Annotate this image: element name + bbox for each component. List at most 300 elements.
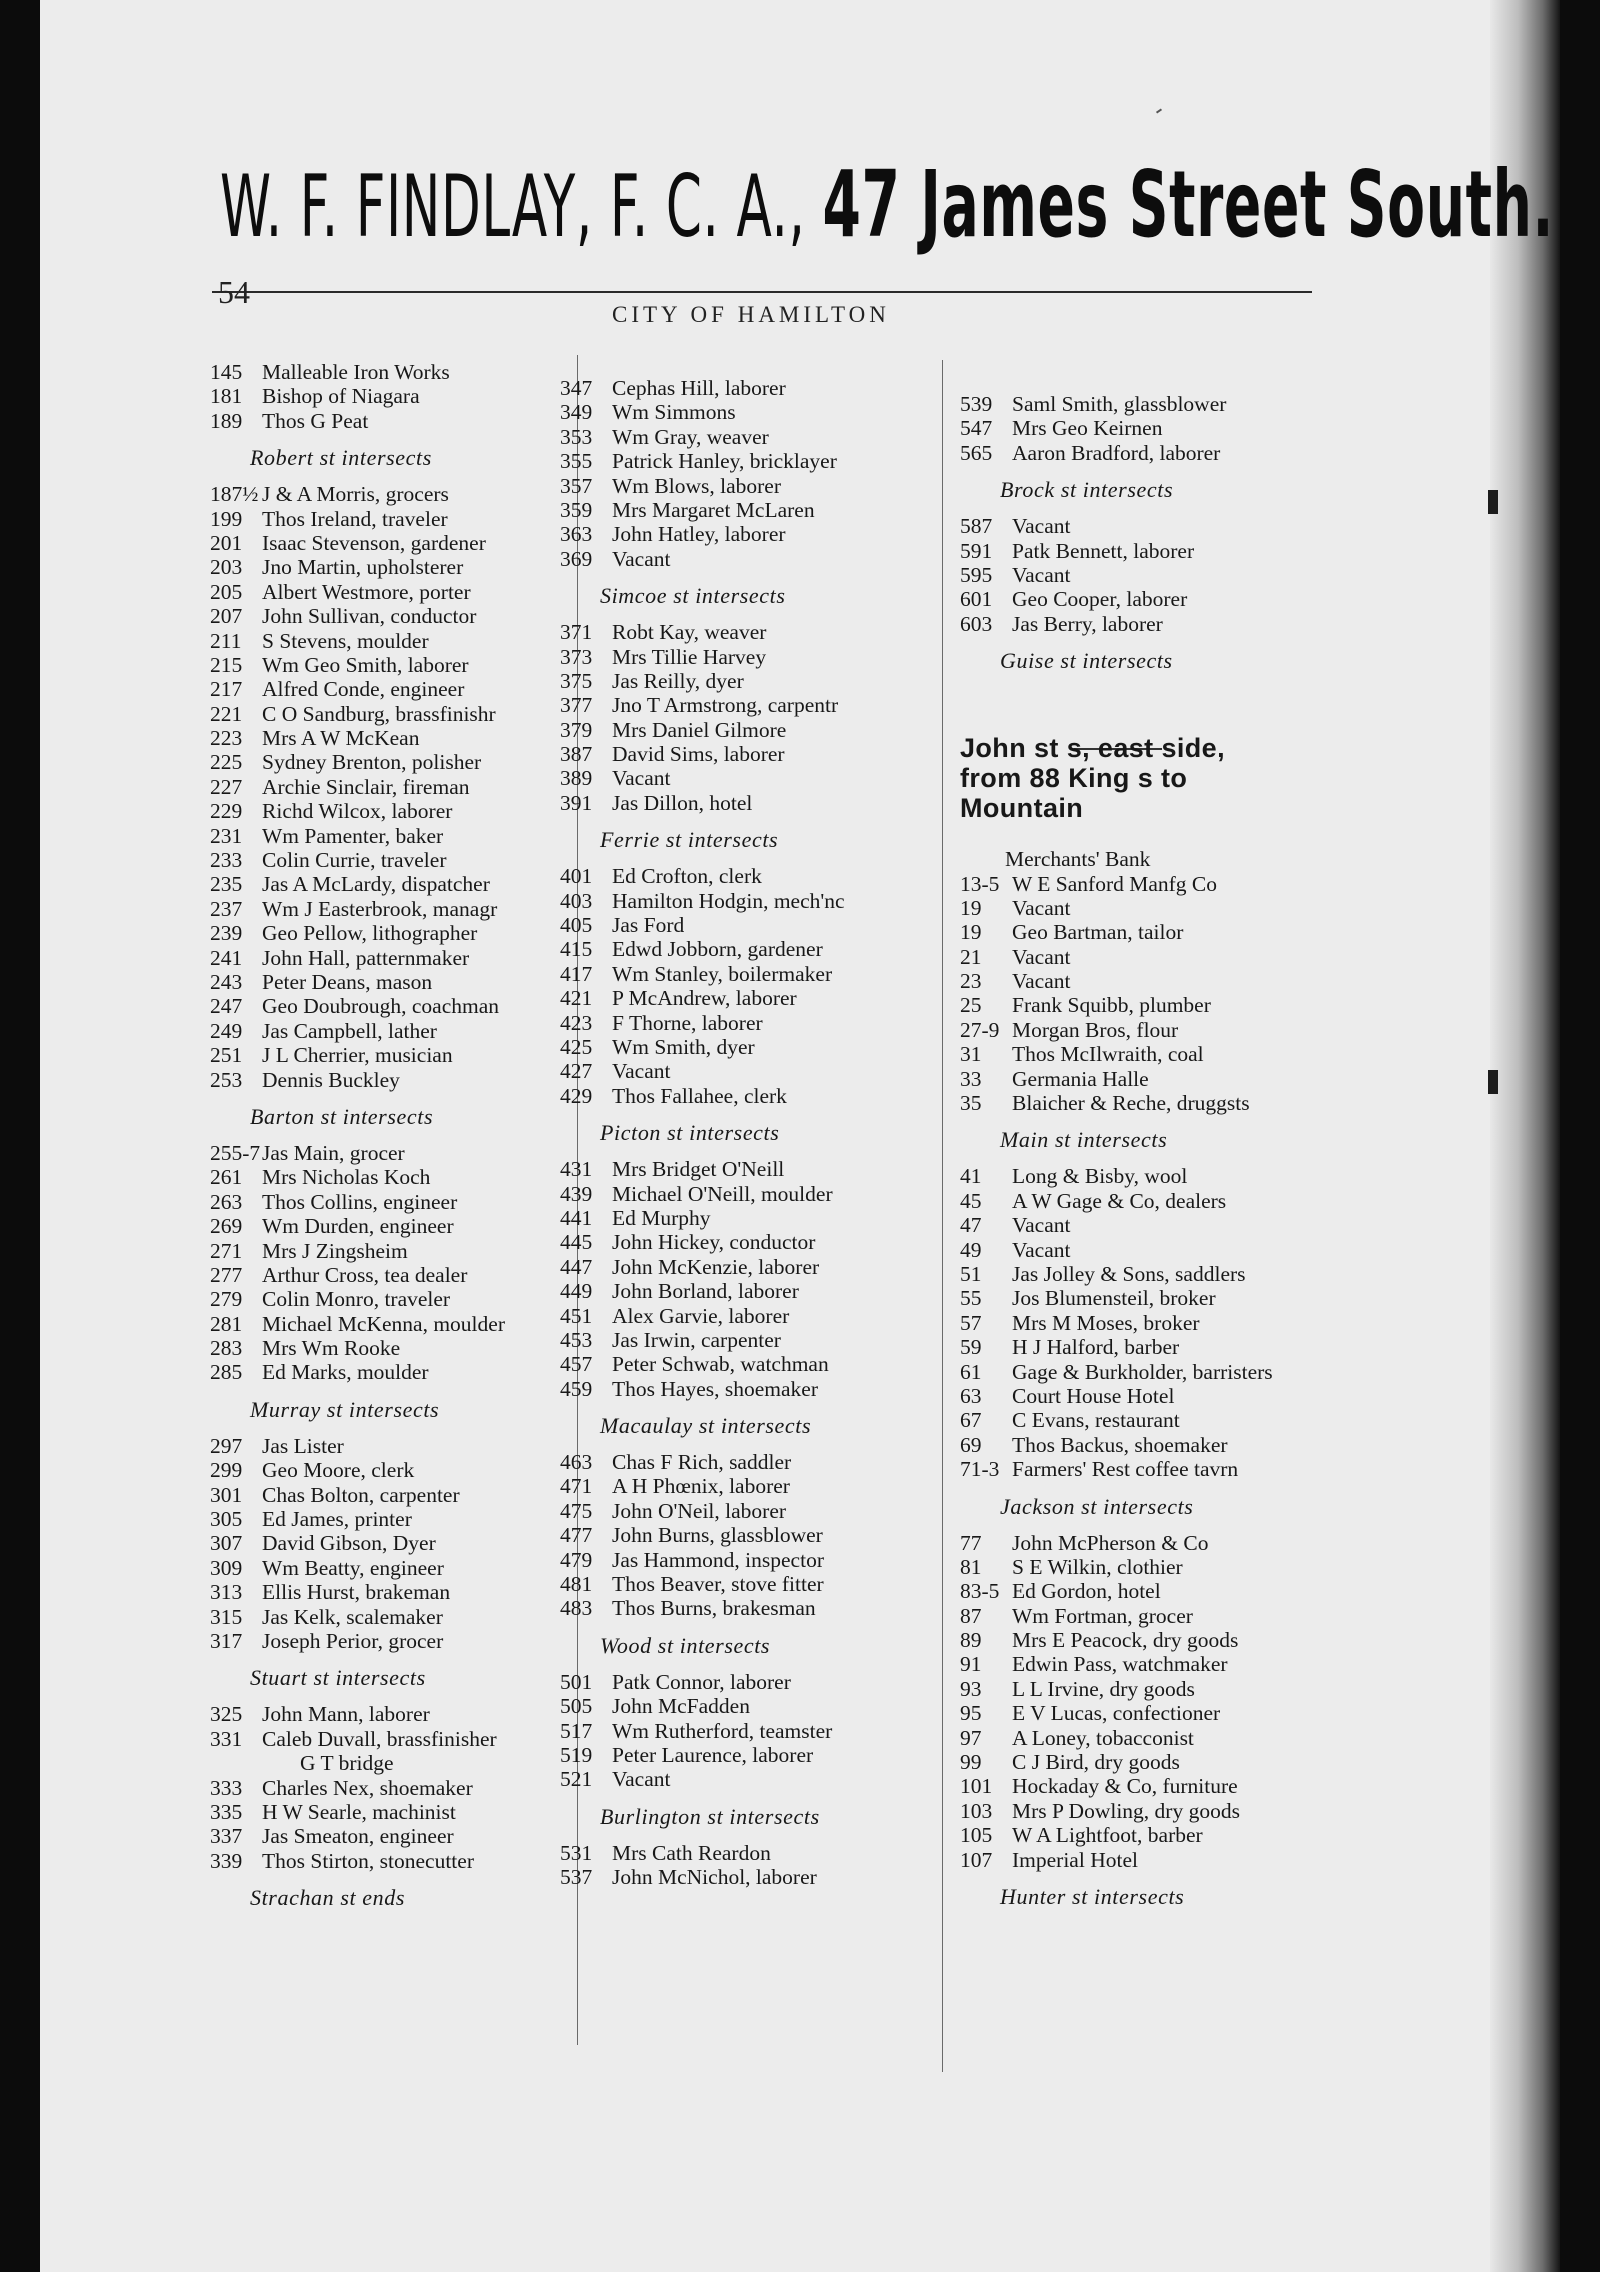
house-number: 19: [960, 920, 982, 945]
house-number: 25: [960, 993, 982, 1018]
house-number: 501: [560, 1669, 593, 1694]
house-number: 83-5: [960, 1579, 1000, 1604]
house-number: 57: [960, 1310, 982, 1335]
resident-name: Wm Geo Smith, laborer: [262, 652, 469, 677]
directory-entry: [960, 1238, 1273, 1262]
house-number: 603: [960, 611, 993, 636]
directory-entry: [560, 376, 845, 400]
resident-name: A H Phœnix, laborer: [612, 1474, 790, 1499]
house-number: 301: [210, 1482, 243, 1507]
resident-name: Vacant: [1012, 1213, 1071, 1238]
resident-name: Geo Pellow, lithographer: [262, 921, 478, 946]
house-number: 105: [960, 1823, 993, 1848]
house-number: 99: [960, 1750, 982, 1775]
directory-entry: [960, 920, 1273, 944]
house-number: 423: [560, 1010, 593, 1035]
resident-name: Peter Schwab, watchman: [612, 1352, 829, 1377]
house-number: 403: [560, 888, 593, 913]
resident-name: Blaicher & Reche, druggsts: [1012, 1091, 1250, 1116]
resident-name: Wm Pamenter, baker: [262, 823, 444, 848]
house-number: 353: [560, 424, 593, 449]
entry-continuation: G T bridge: [300, 1751, 394, 1776]
street-intersection: Barton st intersects: [250, 1103, 434, 1129]
resident-name: John Mann, laborer: [262, 1702, 430, 1727]
house-number: 247: [210, 994, 243, 1019]
street-intersection: Robert st intersects: [250, 445, 432, 471]
resident-name: Jno Martin, upholsterer: [262, 555, 464, 580]
resident-name: Germania Halle: [1012, 1066, 1149, 1091]
house-number: 207: [210, 604, 243, 629]
resident-name: John Hickey, conductor: [612, 1230, 816, 1255]
directory-entry: [960, 563, 1273, 587]
street-intersection: Macaulay st intersects: [600, 1413, 812, 1439]
resident-name: John McFadden: [612, 1694, 750, 1719]
house-number: 41: [960, 1164, 982, 1189]
house-number: 315: [210, 1604, 243, 1629]
directory-entry: [210, 897, 505, 921]
resident-name: Geo Doubrough, coachman: [262, 994, 500, 1019]
directory-entry: [210, 824, 505, 848]
street-intersection: Stuart st intersects: [250, 1665, 426, 1691]
directory-entry: [960, 392, 1273, 416]
resident-name: Thos Backus, shoemaker: [1012, 1432, 1228, 1457]
house-number: 189: [210, 408, 243, 433]
resident-name: Mrs Margaret McLaren: [612, 497, 815, 522]
house-number: 387: [560, 742, 593, 767]
resident-name: Wm Stanley, boilermaker: [612, 961, 833, 986]
directory-entry: [560, 1694, 845, 1718]
directory-entry: [210, 1800, 505, 1824]
directory-entry: [210, 1776, 505, 1800]
directory-entry: [210, 531, 505, 555]
directory-entry: [960, 1774, 1273, 1798]
house-number: 67: [960, 1408, 982, 1433]
directory-entry: [210, 1849, 505, 1873]
directory-entry: [960, 1531, 1273, 1555]
directory-entry: [210, 1312, 505, 1336]
directory-entry: [960, 896, 1273, 920]
house-number: 223: [210, 726, 243, 751]
house-number: 89: [960, 1628, 982, 1653]
house-number: 45: [960, 1188, 982, 1213]
directory-entry: [960, 1726, 1273, 1750]
house-number: 375: [560, 668, 593, 693]
house-number: 59: [960, 1335, 982, 1360]
resident-name: Mrs Wm Rooke: [262, 1336, 401, 1361]
directory-entry: [960, 416, 1273, 440]
house-number: 77: [960, 1530, 982, 1555]
house-number: 103: [960, 1798, 993, 1823]
directory-entry: [210, 1263, 505, 1287]
resident-name: Michael O'Neill, moulder: [612, 1181, 833, 1206]
directory-entry: [560, 669, 845, 693]
resident-name: S Stevens, moulder: [262, 628, 429, 653]
house-number: 309: [210, 1555, 243, 1580]
directory-entry: [560, 962, 845, 986]
banner-address: 47 James Street South.: [822, 151, 1555, 258]
directory-entry: [210, 1214, 505, 1238]
house-number: 237: [210, 896, 243, 921]
directory-entry: [560, 913, 845, 937]
house-number: 93: [960, 1676, 982, 1701]
house-number: 211: [210, 628, 242, 653]
house-number: 601: [960, 587, 993, 612]
house-number: 531: [560, 1840, 593, 1865]
house-number: 69: [960, 1432, 982, 1457]
resident-name: Edwd Jobborn, gardener: [612, 937, 823, 962]
resident-name: Sydney Brenton, polisher: [262, 750, 482, 775]
street-intersection: Hunter st intersects: [1000, 1883, 1185, 1909]
house-number: 63: [960, 1383, 982, 1408]
house-number: 429: [560, 1083, 593, 1108]
resident-name: Robt Kay, weaver: [612, 620, 767, 645]
resident-name: Jno T Armstrong, carpentr: [612, 693, 839, 718]
directory-entry: [210, 848, 505, 872]
directory-entry: [960, 1579, 1273, 1603]
street-intersection: Brock st intersects: [1000, 477, 1174, 503]
advertisement-banner: [220, 140, 1555, 270]
directory-entry: [960, 1799, 1273, 1823]
house-number: 255-7: [210, 1140, 261, 1165]
directory-entry: [960, 1091, 1273, 1115]
resident-name: Jas Smeaton, engineer: [262, 1824, 454, 1849]
resident-name: John Burns, glassblower: [612, 1523, 823, 1548]
resident-name: Wm Fortman, grocer: [1012, 1603, 1193, 1628]
house-number: 49: [960, 1237, 982, 1262]
directory-entry: [960, 1164, 1273, 1188]
resident-name: Isaac Stevenson, gardener: [262, 530, 486, 555]
resident-name: Jas Reilly, dyer: [612, 668, 744, 693]
resident-name: Vacant: [612, 766, 671, 791]
house-number: 31: [960, 1042, 982, 1067]
resident-name: Jas Kelk, scalemaker: [262, 1604, 443, 1629]
resident-name: Wm Simmons: [612, 400, 736, 425]
directory-entry: [560, 1670, 845, 1694]
house-number: 471: [560, 1474, 593, 1499]
directory-entry: [960, 1628, 1273, 1652]
house-number: 199: [210, 506, 243, 531]
resident-name: Mrs Nicholas Koch: [262, 1165, 431, 1190]
resident-name: Thos Collins, engineer: [262, 1189, 458, 1214]
resident-name: Albert Westmore, porter: [262, 579, 471, 604]
directory-entry: [560, 1084, 845, 1108]
directory-entry: [960, 1652, 1273, 1676]
header-rule: [212, 291, 1312, 293]
street-intersection: Picton st intersects: [600, 1120, 780, 1146]
directory-entry: [210, 604, 505, 628]
directory-entry: [560, 1572, 845, 1596]
directory-entry: [960, 1604, 1273, 1628]
directory-entry: [210, 872, 505, 896]
resident-name: Ellis Hurst, brakeman: [262, 1580, 451, 1605]
directory-entry: [960, 1457, 1273, 1481]
directory-entry: [960, 539, 1273, 563]
directory-entry: [560, 400, 845, 424]
house-number: 87: [960, 1603, 982, 1628]
house-number: 277: [210, 1262, 243, 1287]
resident-name: Ed James, printer: [262, 1507, 412, 1532]
directory-entry: [960, 1701, 1273, 1725]
directory-entry: [560, 693, 845, 717]
house-number: 33: [960, 1066, 982, 1091]
house-number: 475: [560, 1498, 593, 1523]
directory-entry: [560, 1304, 845, 1328]
directory-entry: [560, 1450, 845, 1474]
resident-name: Mrs Bridget O'Neill: [612, 1157, 785, 1182]
directory-entry: [960, 1555, 1273, 1579]
house-number: 19: [960, 895, 982, 920]
resident-name: Peter Deans, mason: [262, 969, 433, 994]
house-number: 537: [560, 1865, 593, 1890]
resident-name: John Borland, laborer: [612, 1279, 799, 1304]
house-number: 517: [560, 1718, 593, 1743]
directory-entry: [210, 970, 505, 994]
house-number: 107: [960, 1847, 993, 1872]
house-number: 13-5: [960, 871, 1000, 896]
resident-name: John McKenzie, laborer: [612, 1254, 820, 1279]
house-number: 235: [210, 872, 243, 897]
directory-entry: [960, 1384, 1273, 1408]
directory-entry: [560, 1059, 845, 1083]
house-number: 261: [210, 1165, 243, 1190]
directory-entry: [210, 580, 505, 604]
house-number: 417: [560, 961, 593, 986]
resident-name: Ed Crofton, clerk: [612, 864, 762, 889]
directory-entry: [210, 994, 505, 1018]
resident-name: Wm Gray, weaver: [612, 424, 769, 449]
house-number: 269: [210, 1214, 243, 1239]
resident-name: L L Irvine, dry goods: [1012, 1676, 1195, 1701]
resident-name: Ed Marks, moulder: [262, 1360, 429, 1385]
resident-name: Thos Hayes, shoemaker: [612, 1376, 818, 1401]
directory-entry: [560, 498, 845, 522]
directory-entry: [210, 482, 505, 506]
house-number: 441: [560, 1205, 593, 1230]
directory-entry: [560, 864, 845, 888]
resident-name: Jas Campbell, lather: [262, 1018, 437, 1043]
house-number: 229: [210, 799, 243, 824]
resident-name: Peter Laurence, laborer: [612, 1742, 814, 1767]
resident-name: Geo Moore, clerk: [262, 1458, 415, 1483]
street-heading: John st s, east side,: [960, 733, 1225, 764]
resident-name: John McNichol, laborer: [612, 1865, 817, 1890]
house-number: 479: [560, 1547, 593, 1572]
house-number: 401: [560, 864, 593, 889]
directory-entry: [210, 1043, 505, 1067]
directory-entry: [560, 522, 845, 546]
resident-name: Geo Bartman, tailor: [1012, 920, 1184, 945]
house-number: 249: [210, 1018, 243, 1043]
directory-entry: [560, 1230, 845, 1254]
resident-name: H W Searle, machinist: [262, 1799, 456, 1824]
resident-name: Thos Beaver, stove fitter: [612, 1572, 824, 1597]
directory-entry: [560, 1865, 845, 1889]
house-number: 305: [210, 1507, 243, 1532]
directory-entry: [560, 449, 845, 473]
house-number: 231: [210, 823, 243, 848]
resident-name: Chas Bolton, carpenter: [262, 1482, 460, 1507]
resident-name: Patrick Hanley, bricklayer: [612, 449, 837, 474]
directory-entry: [210, 726, 505, 750]
resident-name: Jas A McLardy, dispatcher: [262, 872, 490, 897]
house-number: 565: [960, 440, 993, 465]
directory-entry: [210, 702, 505, 726]
directory-entry: [210, 384, 505, 408]
house-number: 591: [960, 538, 993, 563]
house-number: 271: [210, 1238, 243, 1263]
directory-entry: [210, 409, 505, 433]
resident-name: A W Gage & Co, dealers: [1012, 1188, 1227, 1213]
spacer: [960, 685, 1273, 709]
house-number: 539: [960, 392, 993, 416]
resident-name: Mrs Geo Keirnen: [1012, 416, 1163, 441]
resident-name: H J Halford, barber: [1012, 1335, 1180, 1360]
house-number: 427: [560, 1059, 593, 1084]
house-number: 97: [960, 1725, 982, 1750]
directory-entry: [210, 360, 505, 384]
resident-name: Cephas Hill, laborer: [612, 376, 786, 400]
house-number: 95: [960, 1701, 982, 1726]
spine-mark: [1488, 490, 1498, 514]
resident-name: Chas F Rich, saddler: [612, 1450, 792, 1475]
resident-name: Thos McIlwraith, coal: [1012, 1042, 1204, 1067]
house-number: 281: [210, 1311, 243, 1336]
resident-name: Gage & Burkholder, barristers: [1012, 1359, 1273, 1384]
house-number: 463: [560, 1450, 593, 1475]
directory-entry: [210, 775, 505, 799]
directory-entry: [560, 620, 845, 644]
directory-entry: [210, 921, 505, 945]
running-head: CITY OF HAMILTON: [612, 302, 890, 327]
house-number: 55: [960, 1286, 982, 1311]
directory-entry: [960, 1286, 1273, 1310]
directory-entry: [210, 1727, 505, 1751]
resident-name: Alex Garvie, laborer: [612, 1303, 790, 1328]
resident-name: David Sims, laborer: [612, 742, 785, 767]
directory-entry: [960, 1750, 1273, 1774]
directory-entry: [960, 1067, 1273, 1091]
resident-name: Wm Durden, engineer: [262, 1214, 454, 1239]
resident-name: Wm Rutherford, teamster: [612, 1718, 833, 1743]
directory-entry: [560, 1767, 845, 1791]
directory-entry: [960, 514, 1273, 538]
house-number: 379: [560, 717, 593, 742]
resident-name: Jas Irwin, carpenter: [612, 1327, 781, 1352]
house-number: 225: [210, 750, 243, 775]
directory-entry: [560, 889, 845, 913]
house-number: 415: [560, 937, 593, 962]
directory-entry: [210, 1019, 505, 1043]
directory-entry: [210, 1702, 505, 1726]
resident-name: Wm Blows, laborer: [612, 473, 781, 498]
house-number: 481: [560, 1572, 593, 1597]
resident-name: Thos Burns, brakesman: [612, 1596, 816, 1621]
resident-name: Vacant: [612, 546, 671, 571]
directory-entry: [210, 1141, 505, 1165]
directory-entry: [560, 1841, 845, 1865]
street-intersection: Guise st intersects: [1000, 648, 1173, 674]
resident-name: Jas Jolley & Sons, saddlers: [1012, 1261, 1246, 1286]
resident-name: David Gibson, Dyer: [262, 1531, 436, 1556]
house-number: 239: [210, 921, 243, 946]
resident-name: Bishop of Niagara: [262, 384, 420, 409]
resident-name: Arthur Cross, tea dealer: [262, 1262, 468, 1287]
resident-name: C Evans, restaurant: [1012, 1408, 1180, 1433]
resident-name: Vacant: [1012, 969, 1071, 994]
street-intersection: Ferrie st intersects: [600, 827, 779, 853]
directory-entry: [560, 718, 845, 742]
directory-entry: [560, 1474, 845, 1498]
directory-entry: [210, 750, 505, 774]
directory-entry: [960, 1848, 1273, 1872]
directory-column-3: [960, 392, 1273, 1921]
directory-entry: [960, 1335, 1273, 1359]
house-number: 519: [560, 1742, 593, 1767]
house-number: 337: [210, 1824, 243, 1849]
directory-entry: [560, 1719, 845, 1743]
street-intersection: Burlington st intersects: [600, 1803, 820, 1829]
resident-name: Michael McKenna, moulder: [262, 1311, 505, 1336]
resident-name: Jas Main, grocer: [262, 1140, 405, 1165]
resident-name: Hamilton Hodgin, mech'nc: [612, 888, 845, 913]
directory-entry: [210, 653, 505, 677]
house-number: 369: [560, 546, 593, 571]
house-number: 101: [960, 1774, 993, 1799]
directory-entry: [560, 1352, 845, 1376]
house-number: 431: [560, 1157, 593, 1182]
resident-name: A Loney, tobacconist: [1012, 1725, 1194, 1750]
house-number: 335: [210, 1799, 243, 1824]
resident-name: Vacant: [1012, 895, 1071, 920]
house-number: 521: [560, 1767, 593, 1792]
directory-entry: [960, 945, 1273, 969]
resident-name: Ed Murphy: [612, 1205, 711, 1230]
resident-name: Vacant: [612, 1767, 671, 1792]
resident-name: Vacant: [612, 1059, 671, 1084]
directory-entry: [210, 629, 505, 653]
resident-name: Wm J Easterbrook, managr: [262, 896, 498, 921]
house-number: 373: [560, 644, 593, 669]
street-intersection: Murray st intersects: [250, 1396, 440, 1422]
resident-name: Wm Beatty, engineer: [262, 1555, 444, 1580]
resident-name: Malleable Iron Works: [262, 360, 450, 384]
directory-entry: [210, 1458, 505, 1482]
street-heading: from 88 King s to: [960, 763, 1188, 794]
resident-name: Aaron Bradford, laborer: [1012, 440, 1221, 465]
house-number: 205: [210, 579, 243, 604]
directory-entry: [210, 1483, 505, 1507]
house-number: 439: [560, 1181, 593, 1206]
resident-name: Jas Ford: [612, 913, 685, 938]
directory-entry: [960, 1189, 1273, 1213]
house-number: 71-3: [960, 1457, 1000, 1482]
directory-entry: [960, 1018, 1273, 1042]
house-number: 421: [560, 986, 593, 1011]
directory-entry: [560, 1523, 845, 1547]
directory-entry: [210, 1336, 505, 1360]
resident-name: E V Lucas, confectioner: [1012, 1701, 1221, 1726]
house-number: 477: [560, 1523, 593, 1548]
house-number: 215: [210, 652, 243, 677]
resident-name: John Hall, patternmaker: [262, 945, 470, 970]
house-number: 241: [210, 945, 243, 970]
resident-name: S E Wilkin, clothier: [1012, 1554, 1183, 1579]
directory-column-1: [210, 360, 505, 1922]
house-number: 317: [210, 1628, 243, 1653]
resident-name: Caleb Duvall, brassfinisher: [262, 1726, 497, 1751]
resident-name: Mrs P Dowling, dry goods: [1012, 1798, 1240, 1823]
house-number: 587: [960, 514, 993, 539]
